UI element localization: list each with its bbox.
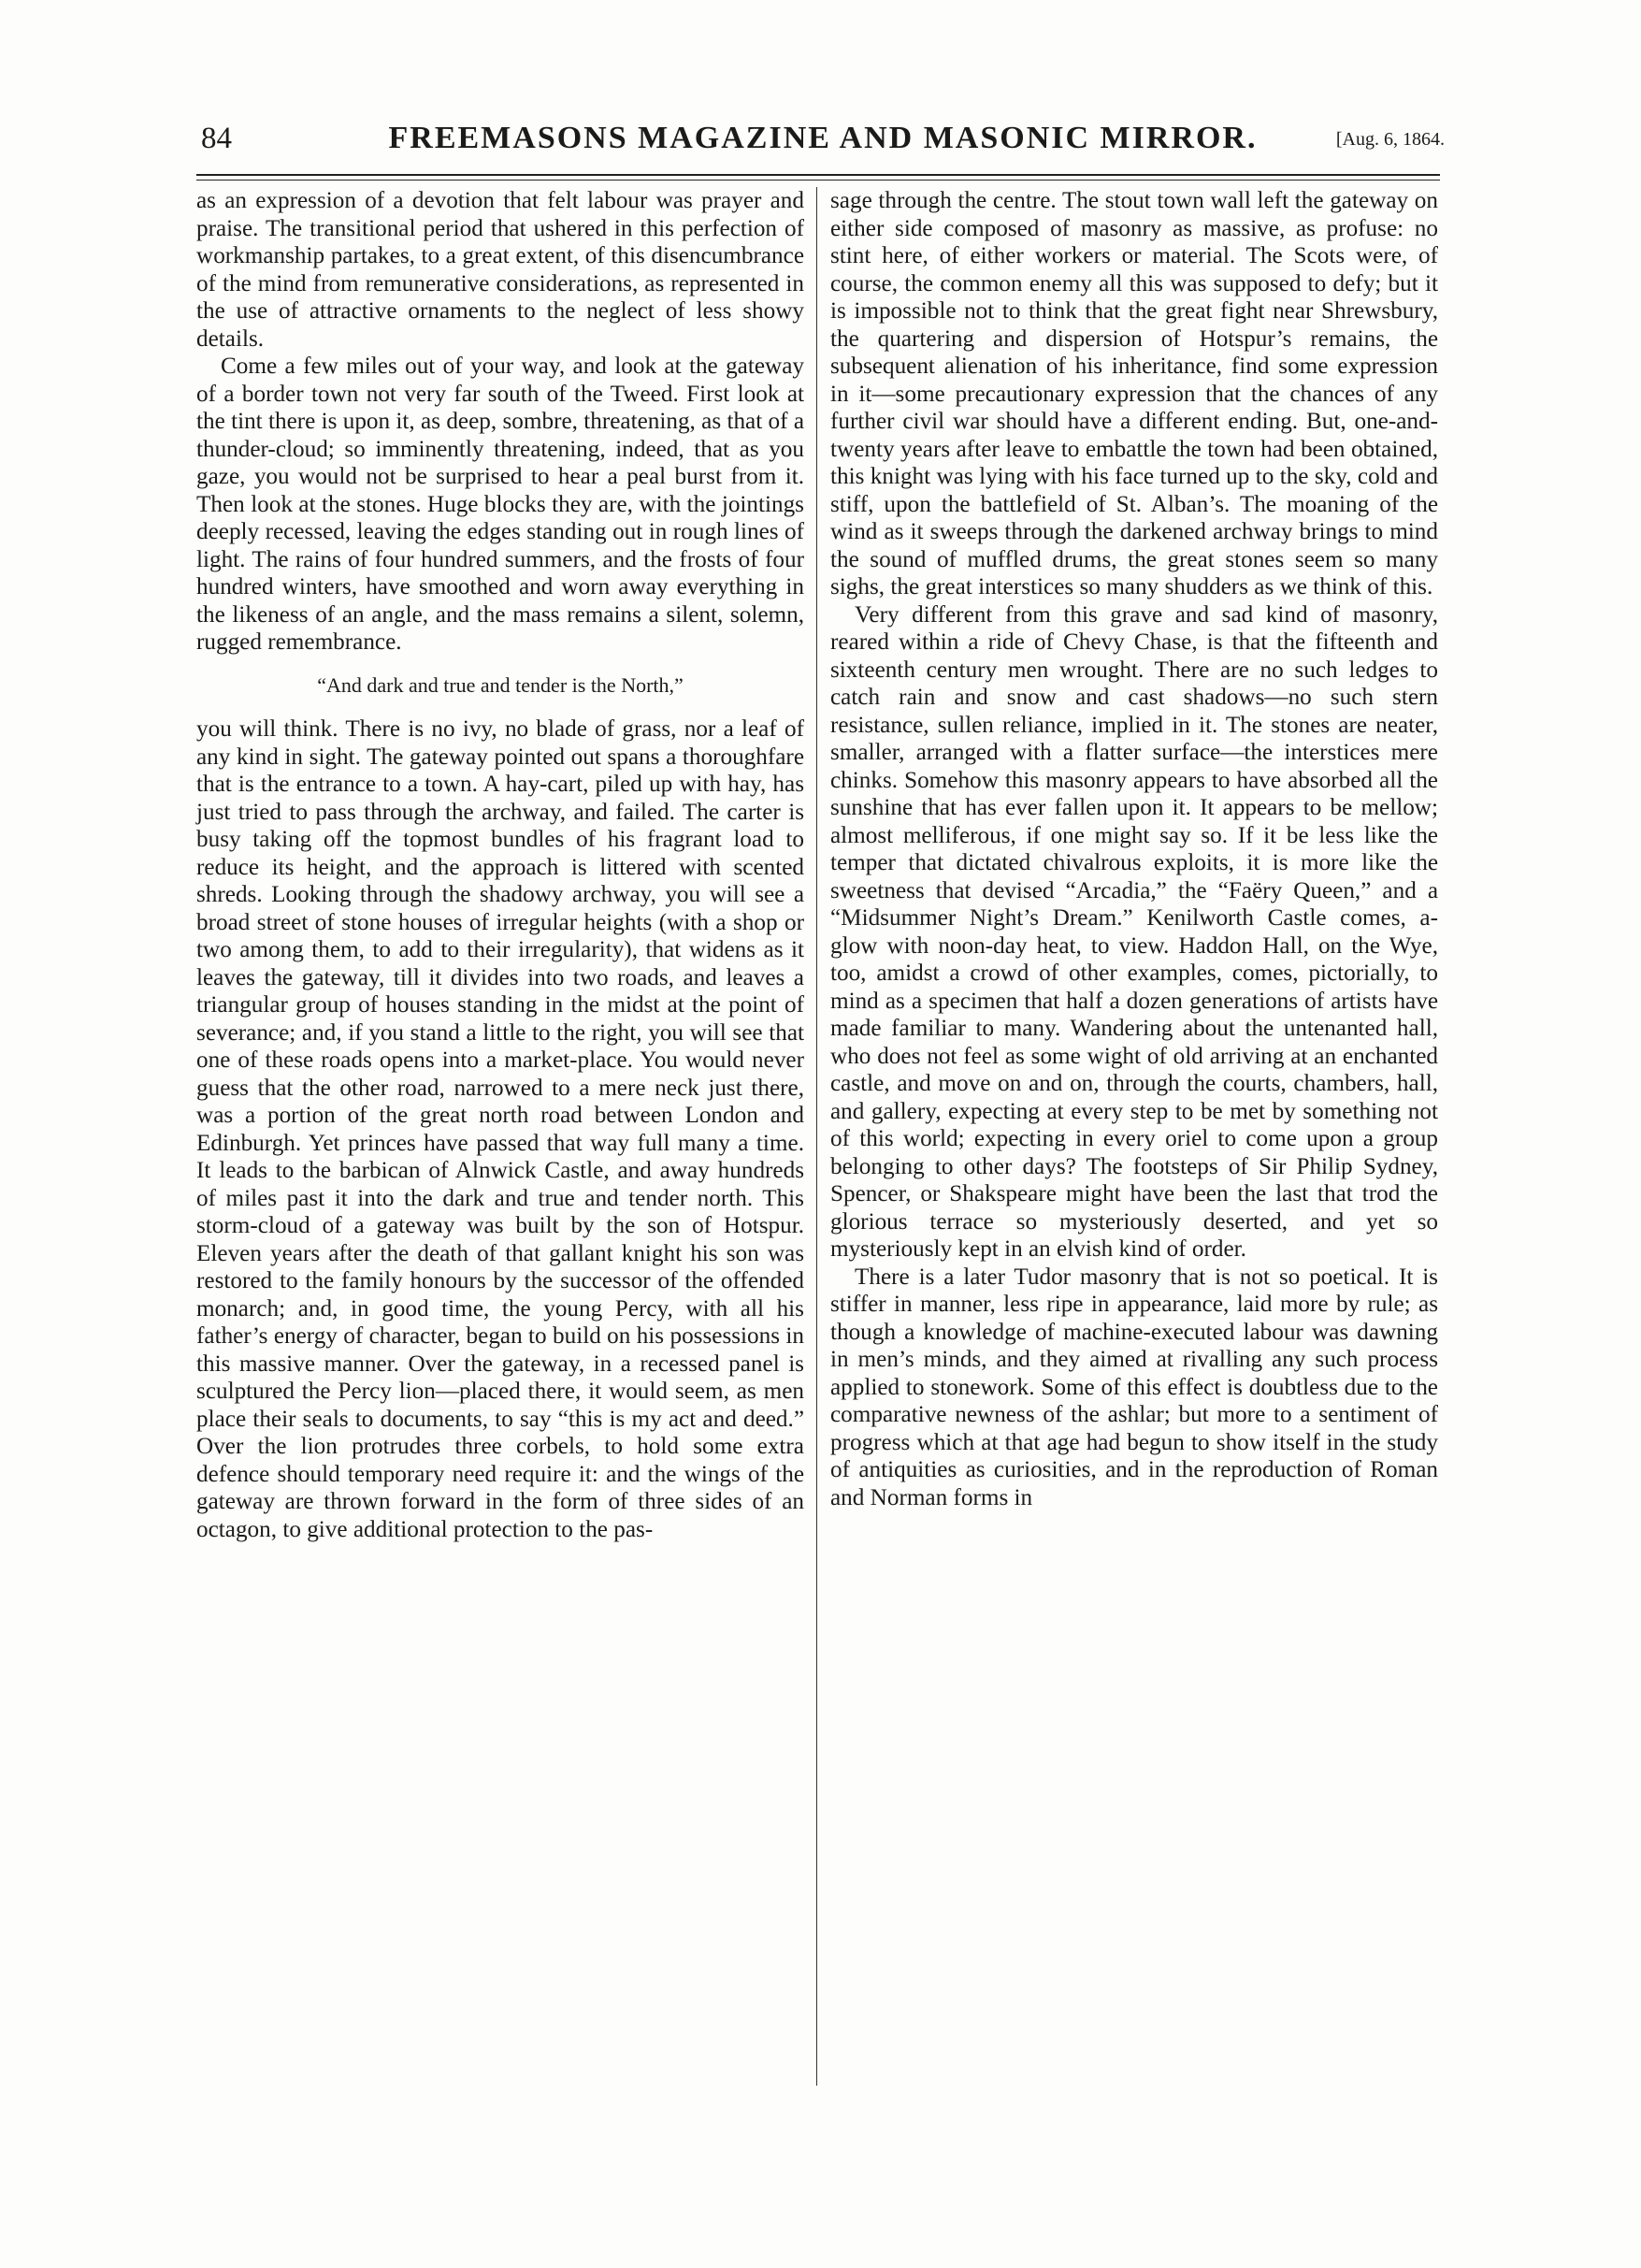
right-paragraph-1: sage through the centre. The stout town wall left the gateway on either side composed of masonry as massive, as profuse: no stint here, of either workers or material. The Scots were, of course, the common enemy all this was supposed to defy; but it is impossible not to think that the great fight near Shrewsbury, the quartering and dispersion of Hotspur’s remains, the subsequent alienation of his inheritance, find some expression in it—some precautionary expression that the chances of any further civil war should have a different ending. But, one-and-twenty years after leave to embattle the town had been obtained, this knight was lying with his face turned up to the sky, cold and stiff, upon the battlefield of St. Alban’s. The moaning of the wind as it sweeps through the darkened archway brings to mind the sound of muffled drums, the great stones seem so many sighs, the great interstices so many shudders as we think of this.	[830, 188, 1438, 600]
right-column	[830, 187, 1438, 1511]
left-paragraph-3: you will think. There is no ivy, no blade of grass, nor a leaf of any kind in sight. The gateway pointed out spans a thoroughfare that is the entrance to a town. A hay-cart, piled up with hay, has just tried to pass through the archway, and failed. The carter is busy taking off the topmost bundles of his fragrant load to reduce its height, and the approach is littered with scented shreds. Looking through the shadowy archway, you will see a broad street of stone houses of irregular heights (with a shop or two among them, to add to their irregularity), that widens as it leaves the gateway, till it divides into two roads, and leaves a triangular group of houses standing in the midst at the point of severance; and, if you stand a little to the right, you will see that one of these roads opens into a market-place. You would never guess that the other road, narrowed to a mere neck just there, was a portion of the great north road between London and Edinburgh. Yet princes have passed that way full many a time. It leads to the barbican of Alnwick Castle, and away hundreds of miles past it into the dark and true and tender north. This storm-cloud of a gateway was built by the son of Hotspur. Eleven years after the death of that gallant knight his son was restored to the family honours by the successor of the offended monarch; and, in good time, the young Percy, with all his father’s energy of character, began to build on his possessions in this massive manner. Over the gateway, in a recessed panel is sculptured the Percy lion—placed there, it would seem, as men place their seals to documents, to say “this is my act and deed.” Over the lion protrudes three corbels, to hold some extra defence should temporary need require it: and the wings of the gateway are thrown forward in the form of three sides of an octagon, to give additional protection to the pas-	[196, 716, 804, 1542]
header-rule-thin	[196, 180, 1440, 181]
right-paragraph-2: Very different from this grave and sad kind of masonry, reared within a ride of Chevy Chase, is that the fifteenth and sixteenth century men wrought. There are no such ledges to catch rain and snow and cast shadows—no such stern resistance, sullen reliance, implied in it. The stones are neater, smaller, arranged with a flatter surface—the interstices mere chinks. Somehow this masonry appears to have absorbed all the sunshine that has ever fallen upon it. It appears to be mellow; almost melliferous, if one might say so. If it be less like the temper that dictated chivalrous exploits, it is more like the sweetness that devised “Arcadia,” the “Faëry Queen,” and a “Midsummer Night’s Dream.” Kenilworth Castle comes, a-glow with noon-day heat, to view. Haddon Hall, on the Wye, too, amidst a crowd of other examples, comes, pictorially, to mind as a specimen that half a dozen generations of artists have made familiar to many. Wandering about the untenanted hall, who does not feel as some wight of old arriving at an enchanted castle, and move on and on, through the courts, chambers, hall, and gallery, expecting at every step to be met by something not of this world; expecting in every oriel to come upon a group belonging to other days? The footsteps of Sir Philip Sydney, Spencer, or Shakspeare might have been the last that trod the glorious terrace so mysteriously deserted, and yet so mysteriously kept in an elvish kind of order.	[830, 601, 1438, 1262]
column-divider	[816, 187, 817, 2086]
left-column	[196, 187, 804, 1543]
header-rule	[196, 174, 1440, 176]
page-number: 84	[201, 122, 232, 155]
page-header	[201, 120, 1445, 157]
issue-date: [Aug. 6, 1864.	[1335, 129, 1445, 150]
running-title: FREEMASONS MAGAZINE AND MASONIC MIRROR.	[388, 121, 1258, 155]
right-paragraph-3: There is a later Tudor masonry that is not so poetical. It is stiffer in manner, less ripe in appearance, laid more by rule; as though a knowledge of machine-executed labour was dawning in men’s minds, and they aimed at rivalling any such process applied to stonework. Some of this effect is doubtless due to the comparative newness of the ashlar; but more to a sentiment of progress which at that age had begun to show itself in the study of antiquities as curiosities, and in the reproduction of Roman and Norman forms in	[830, 1264, 1438, 1510]
quotation: “And dark and true and tender is the North,”	[317, 672, 684, 697]
left-paragraph-2: Come a few miles out of your way, and look at the gateway of a border town not very far south of the Tweed. First look at the tint there is upon it, as deep, sombre, threatening, as that of a thunder-cloud; so imminently threatening, indeed, that as you gaze, you would not be surprised to hear a peal burst from it. Then look at the stones. Huge blocks they are, with the jointings deeply recessed, leaving the edges standing out in rough lines of light. The rains of four hundred summers, and the frosts of four hundred winters, have smoothed and worn away everything in the likeness of an angle, and the mass remains a silent, solemn, rugged remembrance.	[196, 354, 804, 655]
left-paragraph-1: as an expression of a devotion that felt labour was prayer and praise. The transitional period that ushered in this perfection of workmanship partakes, to a great extent, of this disencumbrance of the mind from remunerative considerations, as represented in the use of attractive ornaments to the neglect of less showy details.	[196, 188, 804, 352]
